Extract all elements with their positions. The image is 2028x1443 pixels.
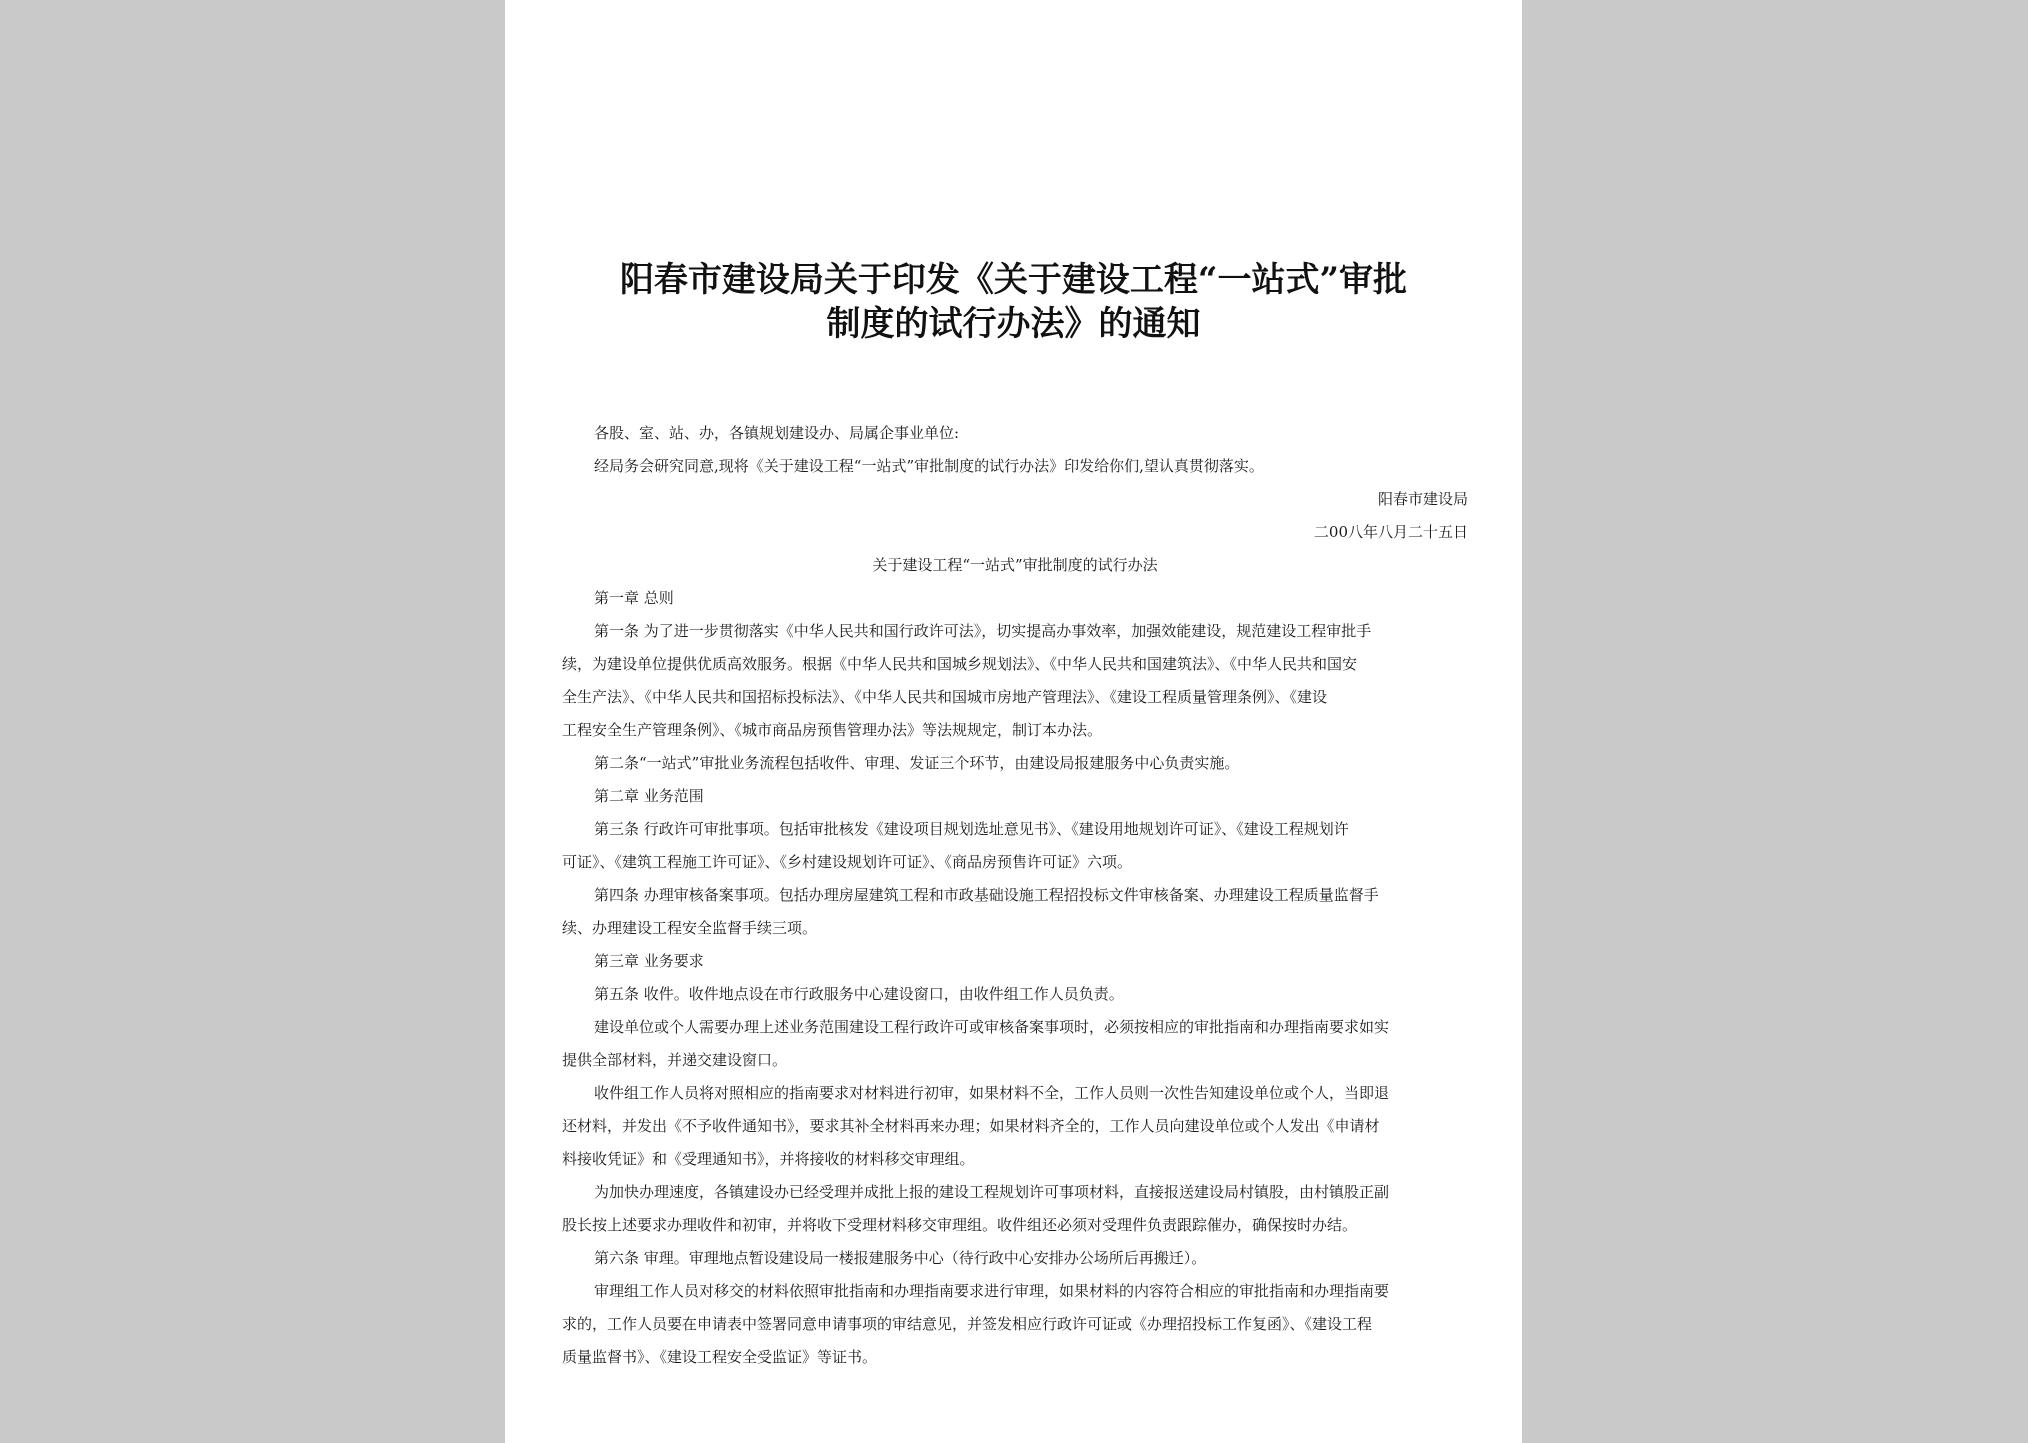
text-line: 第四条 办理审核备案事项。包括办理房屋建筑工程和市政基础设施工程招投标文件审核备案、办理建设工程质量监督手 bbox=[594, 886, 1379, 904]
title-line: 制度的试行办法》的通知 bbox=[826, 304, 1201, 344]
text-line: 工程安全生产管理条例》、《城市商品房预售管理办法》等法规规定，制订本办法。 bbox=[562, 721, 1103, 739]
text-line: 全生产法》、《中华人民共和国招标投标法》、《中华人民共和国城市房地产管理法》、《建设工程质量管理条例》、《建设 bbox=[562, 688, 1328, 706]
chapter-heading: 第一章 总则 bbox=[594, 589, 674, 607]
chapter-heading: 第三章 业务要求 bbox=[594, 952, 704, 970]
addressee: 各股、室、站、办，各镇规划建设办、局属企事业单位: bbox=[594, 424, 960, 442]
section-title: 关于建设工程“一站式”审批制度的试行办法 bbox=[872, 556, 1158, 574]
text-line: 质量监督书》、《建设工程安全受监证》等证书。 bbox=[562, 1348, 878, 1366]
text-line: 第三条 行政许可审批事项。包括审批核发《建设项目规划选址意见书》、《建设用地规划许可证》、《建设工程规划许 bbox=[594, 820, 1349, 838]
text-line: 股长按上述要求办理收件和初审，并将收下受理材料移交审理组。收件组还必须对受理件负责跟踪催办，确保按时办结。 bbox=[562, 1216, 1358, 1234]
text-line: 第六条 审理。审理地点暂设建设局一楼报建服务中心（待行政中心安排办公场所后再搬迁）。 bbox=[594, 1249, 1207, 1267]
text-line: 为加快办理速度，各镇建设办已经受理并成批上报的建设工程规划许可事项材料，直接报送建设局村镇股，由村镇股正副 bbox=[594, 1183, 1390, 1201]
text-line: 可证》、《建筑工程施工许可证》、《乡村建设规划许可证》、《商品房预售许可证》六项。 bbox=[562, 853, 1133, 871]
text-line: 求的，工作人员要在申请表中签署同意申请事项的审结意见，并签发相应行政许可证或《办理招投标工作复函》、《建设工程 bbox=[562, 1315, 1373, 1333]
title-line: 阳春市建设局关于印发《关于建设工程“一站式”审批 bbox=[619, 260, 1408, 300]
intro-paragraph: 经局务会研究同意,现将《关于建设工程“一站式”审批制度的试行办法》印发给你们,望认真贯彻落实。 bbox=[594, 457, 1264, 475]
text-line: 第一条 为了进一步贯彻落实《中华人民共和国行政许可法》，切实提高办事效率，加强效能建设，规范建设工程审批手 bbox=[594, 622, 1372, 640]
text-line: 审理组工作人员对移交的材料依照审批指南和办理指南要求进行审理，如果材料的内容符合相应的审批指南和办理指南要 bbox=[594, 1282, 1390, 1300]
text-line: 续、办理建设工程安全监督手续三项。 bbox=[562, 919, 818, 937]
text-line: 续，为建设单位提供优质高效服务。根据《中华人民共和国城乡规划法》、《中华人民共和国建筑法》、《中华人民共和国安 bbox=[562, 655, 1358, 673]
text-line: 第二条“一站式”审批业务流程包括收件、审理、发证三个环节，由建设局报建服务中心负责实施。 bbox=[594, 754, 1240, 772]
document-title bbox=[560, 258, 1467, 346]
text-line: 提供全部材料，并递交建设窗口。 bbox=[562, 1051, 788, 1069]
issuer: 阳春市建设局 bbox=[1377, 490, 1468, 508]
text-line: 建设单位或个人需要办理上述业务范围建设工程行政许可或审核备案事项时，必须按相应的审批指南和办理指南要求如实 bbox=[594, 1018, 1390, 1036]
document-body bbox=[562, 417, 1468, 1374]
text-line: 还材料，并发出《不予收件通知书》，要求其补全材料再来办理；如果材料齐全的，工作人员向建设单位或个人发出《申请材 bbox=[562, 1117, 1380, 1135]
chapter-heading: 第二章 业务范围 bbox=[594, 787, 704, 805]
text-line: 收件组工作人员将对照相应的指南要求对材料进行初审，如果材料不全，工作人员则一次性告知建设单位或个人，当即退 bbox=[594, 1084, 1390, 1102]
issue-date: 二00八年八月二十五日 bbox=[1313, 523, 1468, 541]
text-line: 料接收凭证》和《受理通知书》，并将接收的材料移交审理组。 bbox=[562, 1150, 975, 1168]
document-page bbox=[505, 0, 1522, 1443]
text-line: 第五条 收件。收件地点设在市行政服务中心建设窗口，由收件组工作人员负责。 bbox=[594, 985, 1124, 1003]
